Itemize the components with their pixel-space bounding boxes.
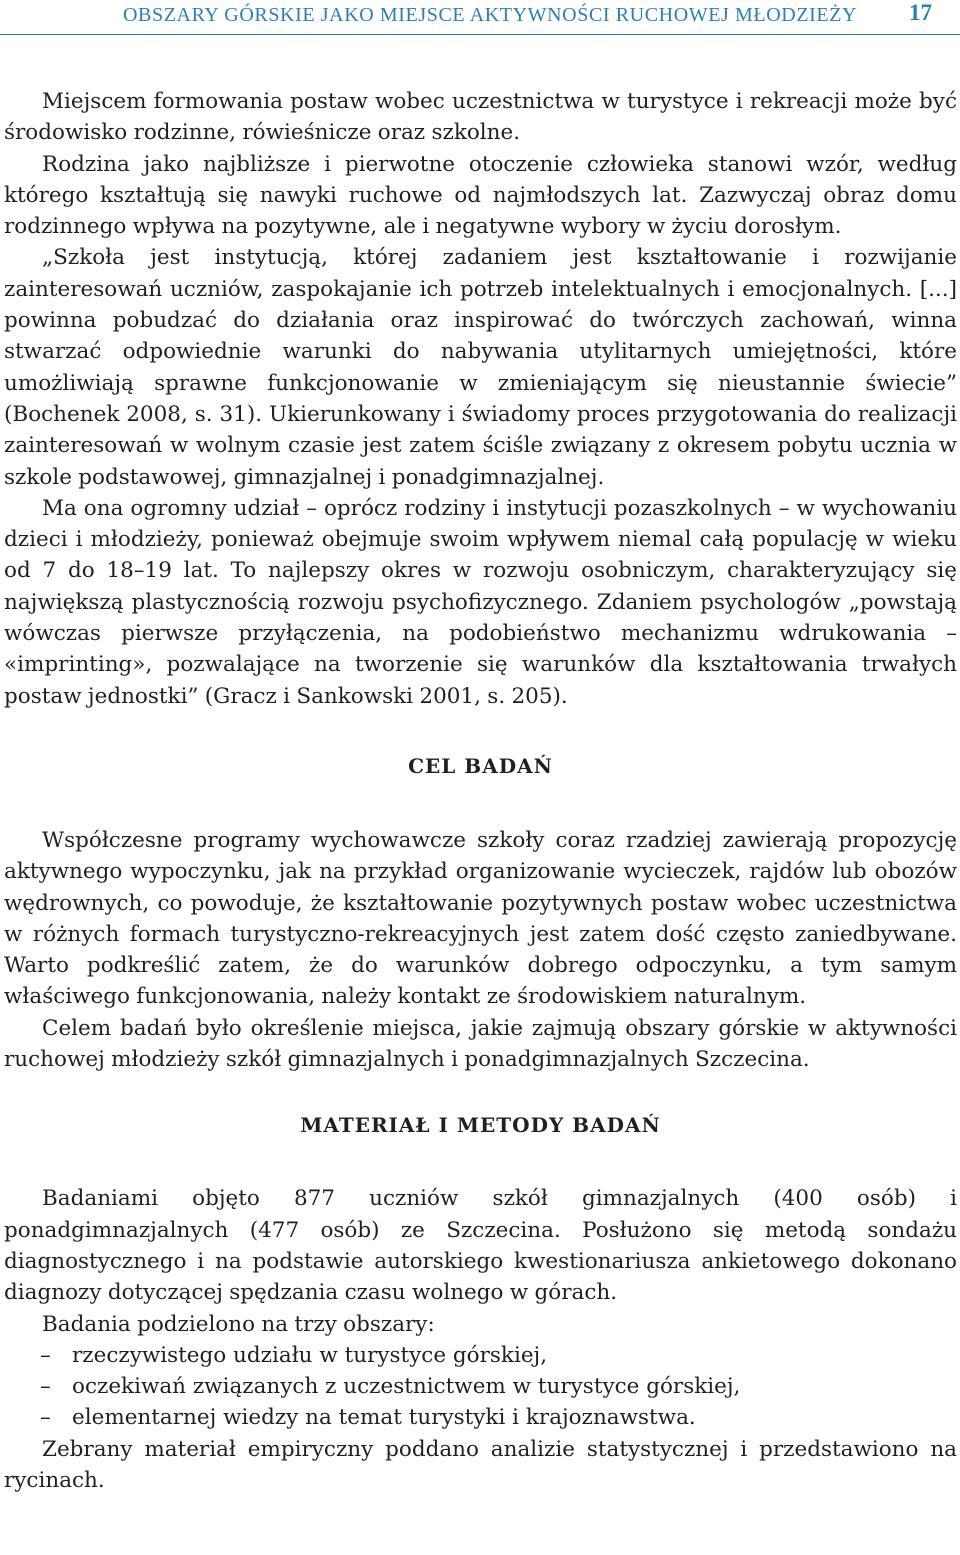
research-areas-list <box>4 1340 957 1434</box>
dash-bullet: – <box>40 1405 51 1431</box>
dash-bullet: – <box>40 1342 51 1368</box>
paragraph: Zebrany materiał empiryczny poddano analizie statystycznej i przedstawiono na rycinach. <box>4 1436 957 1493</box>
paragraph: Rodzina jako najbliższe i pierwotne otoczenie człowieka stanowi wzór, według którego kształtują się nawyki ruchowe od najmłodszych lat. Zazwyczaj obraz domu rodzinnego wpływa na pozytywne, ale i negatywne wybory w życiu dorosłym. <box>4 151 957 240</box>
paragraph: Badania podzielono na trzy obszary: <box>42 1311 435 1337</box>
list-item <box>4 1371 957 1402</box>
section-heading-cel: CEL BADAŃ <box>408 753 553 778</box>
section-heading-material: MATERIAŁ I METODY BADAŃ <box>300 1113 661 1138</box>
paragraph: Miejscem formowania postaw wobec uczestnictwa w turystyce i rekreacji może być środowisko rodzinne, rówieśnicze oraz szkolne. <box>4 89 957 146</box>
list-item <box>4 1340 957 1371</box>
paragraph: Współczesne programy wychowawcze szkoły coraz rzadziej zawierają propozycję aktywnego wypoczynku, jak na przykład organizowanie wycieczek, rajdów lub obozów wędrownych, co powoduje, że kształtowanie pozytywnych postaw wobec uczestnictwa w różnych formach turystyczno-rekreacyjnych jest zatem dość często zaniedbywane. Warto podkreślić zatem, że do warunków dobrego odpoczynku, a tym samym właściwego funkcjonowania, należy kontakt ze środowiskiem naturalnym. <box>4 827 957 1010</box>
running-header <box>0 0 960 35</box>
paragraph: „Szkoła jest instytucją, której zadaniem jest kształtowanie i rozwijanie zainteresowań uczniów, zaspokajanie ich potrzeb intelektualnych i emocjonalnych. [...] powinna pobudzać do działania oraz inspirować do twórczych zachowań, winna stwarzać odpowiednie warunki do nabywania utylitarnych umiejętności, które umożliwiają sprawne funkcjonowanie w zmieniającym się nieustannie świecie” (Bochenek 2008, s. 31). Ukierunkowany i świadomy proces przygotowania do realizacji zainteresowań w wolnym czasie jest zatem ściśle związany z okresem pobytu ucznia w szkole podstawowej, gimnazjalnej i ponadgimnazjalnej. <box>4 245 957 490</box>
list-item <box>4 1402 957 1433</box>
page-body <box>4 86 957 1496</box>
list-item-text: elementarnej wiedzy na temat turystyki i krajoznawstwa. <box>72 1405 696 1431</box>
paragraph: Badaniami objęto 877 uczniów szkół gimnazjalnych (400 osób) i ponadgimnazjalnych (477 osób) ze Szczecina. Posłużono się metodą sondażu diagnostycznego i na podstawie autorskiego kwestionariusza ankietowego dokonano diagnozy dotyczącej spędzania czasu wolnego w górach. <box>4 1186 957 1306</box>
list-item-text: oczekiwań związanych z uczestnictwem w turystyce górskiej, <box>72 1374 741 1400</box>
dash-bullet: – <box>40 1374 51 1400</box>
page-number: 17 <box>909 0 932 25</box>
running-title: OBSZARY GÓRSKIE JAKO MIEJSCE AKTYWNOŚCI RUCHOWEJ MŁODZIEŻY <box>123 4 858 26</box>
paragraph: Celem badań było określenie miejsca, jakie zajmują obszary górskie w aktywności ruchowej młodzieży szkół gimnazjalnych i ponadgimnazjalnych Szczecina. <box>4 1015 957 1073</box>
list-item-text: rzeczywistego udziału w turystyce górskiej, <box>72 1342 548 1368</box>
paragraph: Ma ona ogromny udział – oprócz rodziny i instytucji pozaszkolnych – w wychowaniu dzieci i młodzieży, ponieważ obejmuje swoim wpływem niemal całą populację w wieku od 7 do 18–19 lat. To najlepszy okres w rozwoju osobniczym, charakteryzujący się największą plastycznością rozwoju psychofizycznego. Zdaniem psychologów „powstają wówczas pierwsze przyłączenia, na podobieństwo mechanizmu wdrukowania – «imprinting», pozwalające na tworzenie się warunków dla kształtowania trwałych postaw jednostki” (Gracz i Sankowski 2001, s. 205). <box>4 495 957 709</box>
